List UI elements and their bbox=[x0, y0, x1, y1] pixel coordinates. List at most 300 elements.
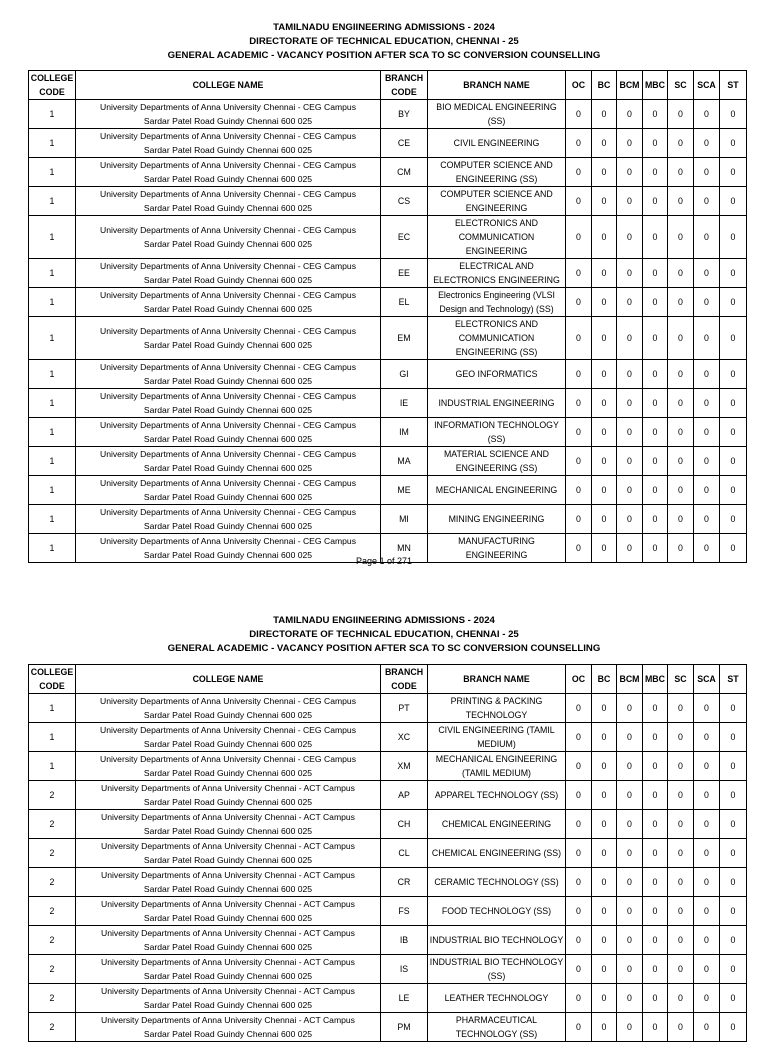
vacancy-count-cell: 0 bbox=[592, 288, 617, 317]
vacancy-count-cell: 0 bbox=[617, 100, 643, 129]
column-header: SCA bbox=[694, 665, 720, 694]
vacancy-count-cell: 0 bbox=[617, 317, 643, 360]
vacancy-count-cell: 0 bbox=[617, 187, 643, 216]
vacancy-count-cell: 0 bbox=[720, 505, 747, 534]
vacancy-count-cell: 0 bbox=[668, 534, 694, 563]
branch-code-cell: CM bbox=[381, 158, 428, 187]
college-name-cell bbox=[76, 839, 381, 868]
vacancy-count-cell: 0 bbox=[694, 389, 720, 418]
college-name-line: Sardar Patel Road Guindy Chennai 600 025 bbox=[143, 826, 313, 836]
table-row bbox=[29, 505, 747, 534]
table-row bbox=[29, 897, 747, 926]
vacancy-count-cell: 0 bbox=[592, 389, 617, 418]
college-code-cell: 2 bbox=[29, 1013, 76, 1042]
vacancy-count-cell: 0 bbox=[643, 360, 668, 389]
branch-name-cell: APPAREL TECHNOLOGY (SS) bbox=[428, 781, 566, 810]
column-header: BRANCH CODE bbox=[381, 665, 428, 694]
vacancy-count-cell: 0 bbox=[668, 129, 694, 158]
branch-name-cell: CHEMICAL ENGINEERING (SS) bbox=[428, 839, 566, 868]
college-name-line: Sardar Patel Road Guindy Chennai 600 025 bbox=[143, 174, 313, 184]
vacancy-count-cell: 0 bbox=[592, 1013, 617, 1042]
college-name-line: Sardar Patel Road Guindy Chennai 600 025 bbox=[143, 340, 313, 350]
vacancy-count-cell: 0 bbox=[617, 955, 643, 984]
vacancy-count-cell: 0 bbox=[694, 505, 720, 534]
college-code-cell: 1 bbox=[29, 723, 76, 752]
college-name-cell bbox=[76, 259, 381, 288]
college-name-cell bbox=[76, 810, 381, 839]
college-name-line: Sardar Patel Road Guindy Chennai 600 025 bbox=[143, 768, 313, 778]
vacancy-count-cell: 0 bbox=[643, 158, 668, 187]
vacancy-count-cell: 0 bbox=[617, 216, 643, 259]
college-code-cell: 1 bbox=[29, 752, 76, 781]
column-header: ST bbox=[720, 665, 747, 694]
vacancy-count-cell: 0 bbox=[668, 187, 694, 216]
vacancy-count-cell: 0 bbox=[668, 839, 694, 868]
vacancy-count-cell: 0 bbox=[566, 476, 592, 505]
vacancy-count-cell: 0 bbox=[643, 1013, 668, 1042]
vacancy-count-cell: 0 bbox=[694, 216, 720, 259]
college-code-cell: 2 bbox=[29, 897, 76, 926]
vacancy-count-cell: 0 bbox=[643, 447, 668, 476]
table-row bbox=[29, 926, 747, 955]
college-name-line: Sardar Patel Road Guindy Chennai 600 025 bbox=[143, 913, 313, 923]
college-code-cell: 2 bbox=[29, 926, 76, 955]
vacancy-count-cell: 0 bbox=[694, 955, 720, 984]
vacancy-count-cell: 0 bbox=[643, 694, 668, 723]
vacancy-count-cell: 0 bbox=[643, 955, 668, 984]
column-header: BRANCH CODE bbox=[381, 71, 428, 100]
branch-code-cell: EL bbox=[381, 288, 428, 317]
vacancy-count-cell: 0 bbox=[668, 360, 694, 389]
vacancy-count-cell: 0 bbox=[668, 158, 694, 187]
vacancy-count-cell: 0 bbox=[694, 1013, 720, 1042]
vacancy-count-cell: 0 bbox=[720, 259, 747, 288]
college-name-line: University Departments of Anna University Chennai - CEG Campus bbox=[99, 507, 356, 517]
vacancy-count-cell: 0 bbox=[617, 781, 643, 810]
college-name-cell bbox=[76, 694, 381, 723]
college-name-line: University Departments of Anna University Chennai - CEG Campus bbox=[99, 160, 356, 170]
vacancy-count-cell: 0 bbox=[720, 187, 747, 216]
college-name-line: University Departments of Anna University Chennai - CEG Campus bbox=[99, 362, 356, 372]
header-line-3: GENERAL ACADEMIC - VACANCY POSITION AFTER SCA TO SC CONVERSION COUNSELLING bbox=[167, 50, 601, 61]
vacancy-count-cell: 0 bbox=[643, 984, 668, 1013]
branch-name-cell: Electronics Engineering (VLSI Design and Technology) (SS) bbox=[428, 288, 566, 317]
vacancy-count-cell: 0 bbox=[592, 810, 617, 839]
vacancy-count-cell: 0 bbox=[668, 216, 694, 259]
college-name-line: University Departments of Anna University Chennai - CEG Campus bbox=[99, 326, 356, 336]
table-row bbox=[29, 259, 747, 288]
table-row bbox=[29, 810, 747, 839]
table-row bbox=[29, 389, 747, 418]
vacancy-count-cell: 0 bbox=[566, 694, 592, 723]
branch-name-cell: CIVIL ENGINEERING bbox=[428, 129, 566, 158]
branch-name-cell: MANUFACTURING ENGINEERING bbox=[428, 534, 566, 563]
vacancy-count-cell: 0 bbox=[694, 926, 720, 955]
vacancy-count-cell: 0 bbox=[592, 259, 617, 288]
college-name-cell bbox=[76, 752, 381, 781]
vacancy-count-cell: 0 bbox=[617, 418, 643, 447]
vacancy-count-cell: 0 bbox=[592, 868, 617, 897]
branch-code-cell: CH bbox=[381, 810, 428, 839]
branch-name-cell: INDUSTRIAL BIO TECHNOLOGY bbox=[428, 926, 566, 955]
college-name-line: University Departments of Anna University Chennai - CEG Campus bbox=[99, 449, 356, 459]
vacancy-count-cell: 0 bbox=[720, 781, 747, 810]
college-name-line: Sardar Patel Road Guindy Chennai 600 025 bbox=[143, 1029, 313, 1039]
vacancy-count-cell: 0 bbox=[566, 534, 592, 563]
vacancy-count-cell: 0 bbox=[668, 955, 694, 984]
branch-name-cell: ELECTRONICS AND COMMUNICATION ENGINEERING (SS) bbox=[428, 317, 566, 360]
vacancy-count-cell: 0 bbox=[643, 288, 668, 317]
college-name-cell bbox=[76, 389, 381, 418]
college-code-cell: 2 bbox=[29, 984, 76, 1013]
vacancy-count-cell: 0 bbox=[617, 984, 643, 1013]
branch-code-cell: CE bbox=[381, 129, 428, 158]
vacancy-count-cell: 0 bbox=[694, 100, 720, 129]
vacancy-count-cell: 0 bbox=[668, 1013, 694, 1042]
college-name-line: University Departments of Anna University Chennai - CEG Campus bbox=[99, 391, 356, 401]
header-line-2: DIRECTORATE OF TECHNICAL EDUCATION, CHENNAI - 25 bbox=[249, 629, 519, 640]
vacancy-count-cell: 0 bbox=[694, 259, 720, 288]
table-row bbox=[29, 868, 747, 897]
document-page-2 bbox=[0, 614, 768, 1039]
college-name-line: University Departments of Anna University Chennai - CEG Campus bbox=[99, 261, 356, 271]
vacancy-count-cell: 0 bbox=[592, 100, 617, 129]
table-row bbox=[29, 100, 747, 129]
vacancy-count-cell: 0 bbox=[592, 187, 617, 216]
vacancy-count-cell: 0 bbox=[592, 955, 617, 984]
vacancy-table bbox=[28, 664, 747, 1042]
branch-name-cell: INDUSTRIAL BIO TECHNOLOGY (SS) bbox=[428, 955, 566, 984]
table-body bbox=[29, 100, 747, 563]
vacancy-count-cell: 0 bbox=[592, 897, 617, 926]
branch-code-cell: XM bbox=[381, 752, 428, 781]
college-name-cell bbox=[76, 317, 381, 360]
table-row bbox=[29, 317, 747, 360]
table-header-row bbox=[29, 71, 747, 100]
vacancy-count-cell: 0 bbox=[617, 694, 643, 723]
vacancy-count-cell: 0 bbox=[694, 839, 720, 868]
table-row bbox=[29, 694, 747, 723]
column-header: COLLEGE NAME bbox=[76, 665, 381, 694]
college-code-cell: 2 bbox=[29, 868, 76, 897]
college-name-cell bbox=[76, 868, 381, 897]
college-name-line: Sardar Patel Road Guindy Chennai 600 025 bbox=[143, 942, 313, 952]
vacancy-count-cell: 0 bbox=[566, 187, 592, 216]
branch-code-cell: CS bbox=[381, 187, 428, 216]
college-name-line: University Departments of Anna University Chennai - ACT Campus bbox=[101, 1015, 355, 1025]
branch-code-cell: CR bbox=[381, 868, 428, 897]
vacancy-count-cell: 0 bbox=[720, 216, 747, 259]
vacancy-count-cell: 0 bbox=[694, 694, 720, 723]
college-name-cell bbox=[76, 447, 381, 476]
column-header: MBC bbox=[643, 665, 668, 694]
vacancy-count-cell: 0 bbox=[668, 259, 694, 288]
page-header bbox=[0, 614, 768, 656]
branch-code-cell: XC bbox=[381, 723, 428, 752]
vacancy-count-cell: 0 bbox=[668, 810, 694, 839]
vacancy-count-cell: 0 bbox=[566, 216, 592, 259]
college-code-cell: 2 bbox=[29, 955, 76, 984]
college-code-cell: 1 bbox=[29, 476, 76, 505]
branch-code-cell: IS bbox=[381, 955, 428, 984]
vacancy-count-cell: 0 bbox=[566, 955, 592, 984]
branch-code-cell: MA bbox=[381, 447, 428, 476]
vacancy-count-cell: 0 bbox=[617, 259, 643, 288]
table-row bbox=[29, 955, 747, 984]
college-name-line: Sardar Patel Road Guindy Chennai 600 025 bbox=[143, 739, 313, 749]
vacancy-count-cell: 0 bbox=[720, 752, 747, 781]
college-name-line: University Departments of Anna University Chennai - ACT Campus bbox=[101, 783, 355, 793]
vacancy-count-cell: 0 bbox=[566, 897, 592, 926]
table-body bbox=[29, 694, 747, 1042]
vacancy-count-cell: 0 bbox=[720, 129, 747, 158]
college-name-line: University Departments of Anna University Chennai - ACT Campus bbox=[101, 812, 355, 822]
college-name-line: University Departments of Anna University Chennai - CEG Campus bbox=[99, 725, 356, 735]
college-code-cell: 1 bbox=[29, 288, 76, 317]
vacancy-count-cell: 0 bbox=[592, 476, 617, 505]
college-name-line: University Departments of Anna University Chennai - CEG Campus bbox=[99, 478, 356, 488]
vacancy-count-cell: 0 bbox=[617, 752, 643, 781]
vacancy-count-cell: 0 bbox=[694, 723, 720, 752]
table-row bbox=[29, 158, 747, 187]
vacancy-count-cell: 0 bbox=[694, 158, 720, 187]
college-name-line: Sardar Patel Road Guindy Chennai 600 025 bbox=[143, 797, 313, 807]
vacancy-count-cell: 0 bbox=[668, 505, 694, 534]
branch-name-cell: CHEMICAL ENGINEERING bbox=[428, 810, 566, 839]
college-code-cell: 1 bbox=[29, 389, 76, 418]
vacancy-count-cell: 0 bbox=[694, 447, 720, 476]
branch-code-cell: IE bbox=[381, 389, 428, 418]
vacancy-count-cell: 0 bbox=[592, 447, 617, 476]
vacancy-count-cell: 0 bbox=[643, 839, 668, 868]
vacancy-count-cell: 0 bbox=[720, 389, 747, 418]
table-row bbox=[29, 1013, 747, 1042]
vacancy-count-cell: 0 bbox=[566, 868, 592, 897]
vacancy-count-cell: 0 bbox=[592, 781, 617, 810]
vacancy-count-cell: 0 bbox=[694, 897, 720, 926]
table-row bbox=[29, 360, 747, 389]
vacancy-count-cell: 0 bbox=[643, 389, 668, 418]
table-row bbox=[29, 984, 747, 1013]
college-name-line: University Departments of Anna University Chennai - ACT Campus bbox=[101, 841, 355, 851]
college-code-cell: 1 bbox=[29, 447, 76, 476]
table-row bbox=[29, 752, 747, 781]
branch-code-cell: LE bbox=[381, 984, 428, 1013]
vacancy-count-cell: 0 bbox=[617, 926, 643, 955]
column-header: MBC bbox=[643, 71, 668, 100]
vacancy-count-cell: 0 bbox=[694, 476, 720, 505]
vacancy-count-cell: 0 bbox=[668, 897, 694, 926]
table-row bbox=[29, 781, 747, 810]
college-name-cell bbox=[76, 216, 381, 259]
vacancy-count-cell: 0 bbox=[566, 926, 592, 955]
vacancy-count-cell: 0 bbox=[643, 187, 668, 216]
branch-code-cell: EM bbox=[381, 317, 428, 360]
column-header: COLLEGE NAME bbox=[76, 71, 381, 100]
vacancy-count-cell: 0 bbox=[566, 360, 592, 389]
college-name-line: Sardar Patel Road Guindy Chennai 600 025 bbox=[143, 1000, 313, 1010]
vacancy-count-cell: 0 bbox=[643, 752, 668, 781]
college-name-line: Sardar Patel Road Guindy Chennai 600 025 bbox=[143, 855, 313, 865]
vacancy-count-cell: 0 bbox=[668, 447, 694, 476]
table-row bbox=[29, 187, 747, 216]
vacancy-table bbox=[28, 70, 747, 563]
college-name-line: Sardar Patel Road Guindy Chennai 600 025 bbox=[143, 550, 313, 560]
vacancy-count-cell: 0 bbox=[566, 505, 592, 534]
vacancy-count-cell: 0 bbox=[643, 781, 668, 810]
vacancy-count-cell: 0 bbox=[694, 129, 720, 158]
branch-name-cell: MECHANICAL ENGINEERING bbox=[428, 476, 566, 505]
vacancy-count-cell: 0 bbox=[694, 752, 720, 781]
vacancy-count-cell: 0 bbox=[617, 447, 643, 476]
vacancy-count-cell: 0 bbox=[720, 694, 747, 723]
vacancy-count-cell: 0 bbox=[617, 476, 643, 505]
table-row bbox=[29, 288, 747, 317]
header-line-2: DIRECTORATE OF TECHNICAL EDUCATION, CHENNAI - 25 bbox=[249, 36, 519, 47]
college-name-cell bbox=[76, 1013, 381, 1042]
college-name-line: Sardar Patel Road Guindy Chennai 600 025 bbox=[143, 275, 313, 285]
vacancy-count-cell: 0 bbox=[592, 984, 617, 1013]
vacancy-count-cell: 0 bbox=[720, 926, 747, 955]
vacancy-count-cell: 0 bbox=[592, 505, 617, 534]
vacancy-count-cell: 0 bbox=[694, 868, 720, 897]
table-row bbox=[29, 418, 747, 447]
vacancy-count-cell: 0 bbox=[592, 129, 617, 158]
college-name-line: Sardar Patel Road Guindy Chennai 600 025 bbox=[143, 434, 313, 444]
branch-name-cell: COMPUTER SCIENCE AND ENGINEERING bbox=[428, 187, 566, 216]
vacancy-count-cell: 0 bbox=[668, 100, 694, 129]
vacancy-count-cell: 0 bbox=[720, 476, 747, 505]
vacancy-count-cell: 0 bbox=[592, 723, 617, 752]
vacancy-count-cell: 0 bbox=[566, 288, 592, 317]
college-code-cell: 1 bbox=[29, 694, 76, 723]
vacancy-count-cell: 0 bbox=[617, 897, 643, 926]
vacancy-count-cell: 0 bbox=[617, 810, 643, 839]
vacancy-count-cell: 0 bbox=[643, 810, 668, 839]
branch-code-cell: IB bbox=[381, 926, 428, 955]
college-code-cell: 1 bbox=[29, 187, 76, 216]
college-name-line: Sardar Patel Road Guindy Chennai 600 025 bbox=[143, 463, 313, 473]
college-code-cell: 1 bbox=[29, 418, 76, 447]
college-name-cell bbox=[76, 781, 381, 810]
college-code-cell: 2 bbox=[29, 781, 76, 810]
branch-code-cell: MI bbox=[381, 505, 428, 534]
college-name-line: University Departments of Anna University Chennai - ACT Campus bbox=[101, 957, 355, 967]
vacancy-count-cell: 0 bbox=[617, 288, 643, 317]
vacancy-count-cell: 0 bbox=[592, 694, 617, 723]
branch-name-cell: PHARMACEUTICAL TECHNOLOGY (SS) bbox=[428, 1013, 566, 1042]
branch-name-cell: CIVIL ENGINEERING (TAMIL MEDIUM) bbox=[428, 723, 566, 752]
college-name-line: Sardar Patel Road Guindy Chennai 600 025 bbox=[143, 884, 313, 894]
column-header: SC bbox=[668, 71, 694, 100]
college-name-cell bbox=[76, 926, 381, 955]
header-line-1: TAMILNADU ENGIINEERING ADMISSIONS - 2024 bbox=[273, 615, 495, 626]
college-code-cell: 1 bbox=[29, 505, 76, 534]
college-name-line: University Departments of Anna University Chennai - CEG Campus bbox=[99, 420, 356, 430]
branch-name-cell: ELECTRONICS AND COMMUNICATION ENGINEERING bbox=[428, 216, 566, 259]
vacancy-count-cell: 0 bbox=[668, 694, 694, 723]
vacancy-count-cell: 0 bbox=[643, 317, 668, 360]
vacancy-count-cell: 0 bbox=[566, 129, 592, 158]
branch-name-cell: ELECTRICAL AND ELECTRONICS ENGINEERING bbox=[428, 259, 566, 288]
college-name-line: University Departments of Anna University Chennai - CEG Campus bbox=[99, 225, 356, 235]
branch-name-cell: INDUSTRIAL ENGINEERING bbox=[428, 389, 566, 418]
vacancy-count-cell: 0 bbox=[668, 288, 694, 317]
vacancy-count-cell: 0 bbox=[720, 1013, 747, 1042]
vacancy-count-cell: 0 bbox=[668, 926, 694, 955]
branch-code-cell: CL bbox=[381, 839, 428, 868]
branch-name-cell: BIO MEDICAL ENGINEERING (SS) bbox=[428, 100, 566, 129]
vacancy-count-cell: 0 bbox=[668, 476, 694, 505]
column-header: BC bbox=[592, 665, 617, 694]
column-header: BCM bbox=[617, 665, 643, 694]
college-name-line: University Departments of Anna University Chennai - ACT Campus bbox=[101, 899, 355, 909]
vacancy-count-cell: 0 bbox=[643, 129, 668, 158]
column-header: SC bbox=[668, 665, 694, 694]
college-name-line: Sardar Patel Road Guindy Chennai 600 025 bbox=[143, 492, 313, 502]
college-code-cell: 1 bbox=[29, 216, 76, 259]
table-header-row bbox=[29, 665, 747, 694]
college-name-line: University Departments of Anna University Chennai - CEG Campus bbox=[99, 131, 356, 141]
branch-name-cell: PRINTING & PACKING TECHNOLOGY bbox=[428, 694, 566, 723]
vacancy-count-cell: 0 bbox=[617, 129, 643, 158]
college-name-line: University Departments of Anna University Chennai - ACT Campus bbox=[101, 928, 355, 938]
branch-name-cell: MECHANICAL ENGINEERING (TAMIL MEDIUM) bbox=[428, 752, 566, 781]
college-name-line: Sardar Patel Road Guindy Chennai 600 025 bbox=[143, 145, 313, 155]
vacancy-count-cell: 0 bbox=[643, 418, 668, 447]
vacancy-count-cell: 0 bbox=[694, 984, 720, 1013]
vacancy-count-cell: 0 bbox=[720, 955, 747, 984]
vacancy-count-cell: 0 bbox=[694, 418, 720, 447]
vacancy-count-cell: 0 bbox=[566, 723, 592, 752]
column-header: ST bbox=[720, 71, 747, 100]
vacancy-count-cell: 0 bbox=[617, 505, 643, 534]
college-name-cell bbox=[76, 418, 381, 447]
college-code-cell: 2 bbox=[29, 839, 76, 868]
college-name-line: Sardar Patel Road Guindy Chennai 600 025 bbox=[143, 239, 313, 249]
college-name-line: Sardar Patel Road Guindy Chennai 600 025 bbox=[143, 203, 313, 213]
vacancy-count-cell: 0 bbox=[592, 216, 617, 259]
branch-code-cell: PM bbox=[381, 1013, 428, 1042]
table-row bbox=[29, 476, 747, 505]
branch-code-cell: BY bbox=[381, 100, 428, 129]
branch-code-cell: EC bbox=[381, 216, 428, 259]
vacancy-count-cell: 0 bbox=[617, 1013, 643, 1042]
column-header: OC bbox=[566, 71, 592, 100]
vacancy-count-cell: 0 bbox=[643, 216, 668, 259]
vacancy-count-cell: 0 bbox=[694, 317, 720, 360]
vacancy-count-cell: 0 bbox=[592, 317, 617, 360]
college-code-cell: 1 bbox=[29, 100, 76, 129]
vacancy-count-cell: 0 bbox=[592, 839, 617, 868]
college-name-cell bbox=[76, 723, 381, 752]
vacancy-count-cell: 0 bbox=[720, 100, 747, 129]
vacancy-count-cell: 0 bbox=[617, 839, 643, 868]
vacancy-count-cell: 0 bbox=[668, 781, 694, 810]
vacancy-count-cell: 0 bbox=[566, 810, 592, 839]
vacancy-count-cell: 0 bbox=[617, 389, 643, 418]
college-code-cell: 1 bbox=[29, 129, 76, 158]
college-name-cell bbox=[76, 288, 381, 317]
college-name-cell bbox=[76, 129, 381, 158]
vacancy-count-cell: 0 bbox=[668, 752, 694, 781]
vacancy-count-cell: 0 bbox=[592, 926, 617, 955]
vacancy-count-cell: 0 bbox=[720, 288, 747, 317]
college-code-cell: 1 bbox=[29, 158, 76, 187]
table-row bbox=[29, 216, 747, 259]
branch-name-cell: FOOD TECHNOLOGY (SS) bbox=[428, 897, 566, 926]
college-name-cell bbox=[76, 955, 381, 984]
